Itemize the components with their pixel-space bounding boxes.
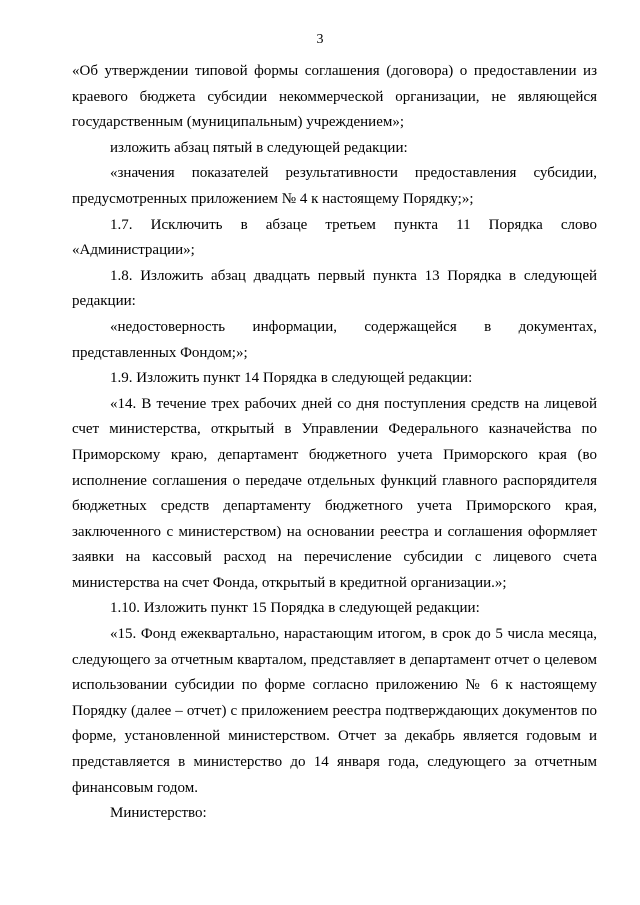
- paragraph: 1.7. Исключить в абзаце третьем пункта 11 Порядка слово «Администрации»;: [72, 216, 597, 259]
- paragraph: «Об утверждении типовой формы соглашения (договора) о предоставлении из краевого бюджета субсидии некоммерческой организации, не являющейся государственным (муниципальным) учреждением»;: [72, 63, 597, 131]
- paragraph: 1.8. Изложить абзац двадцать первый пункта 13 Порядка в следующей редакции:: [72, 267, 597, 310]
- document-body: [72, 59, 597, 827]
- paragraph: «недостоверность информации, содержащейся в документах, представленных Фондом;»;: [72, 318, 597, 361]
- paragraph: «14. В течение трех рабочих дней со дня поступления средств на лицевой счет министерства, открытый в Управлении Федерального казначейства по Приморскому краю, департамент бюджетного учета Приморского края (во исполнение соглашения о передаче отдельных функций главного распорядителя бюджетных средств департаменту бюджетного учета Приморского края, заключенного с министерством) на основании реестра и соглашения оформляет заявки на кассовый расход на перечисление субсидии с лицевого счета министерства на счет Фонда, открытый в кредитной организации.»;: [72, 395, 597, 591]
- paragraph: «15. Фонд ежеквартально, нарастающим итогом, в срок до 5 числа месяца, следующего за отчетным кварталом, представляет в департамент отчет о целевом использовании субсидии по форме согласно приложению № 6 к настоящему Порядку (далее – отчет) с приложением реестра подтверждающих документов по форме, установленной министерством. Отчет за декабрь является годовым и представляется в министерство до 14 января года, следующего за отчетным финансовым годом.: [72, 626, 597, 796]
- paragraph: «значения показателей результативности предоставления субсидии, предусмотренных приложением № 4 к настоящему Порядку;»;: [72, 165, 597, 207]
- paragraph: 1.10. Изложить пункт 15 Порядка в следующей редакции:: [110, 600, 480, 617]
- page-number: 3: [316, 32, 324, 47]
- paragraph: изложить абзац пятый в следующей редакции:: [110, 139, 408, 156]
- paragraph: Министерство:: [110, 805, 207, 822]
- paragraph: 1.9. Изложить пункт 14 Порядка в следующей редакции:: [110, 370, 473, 387]
